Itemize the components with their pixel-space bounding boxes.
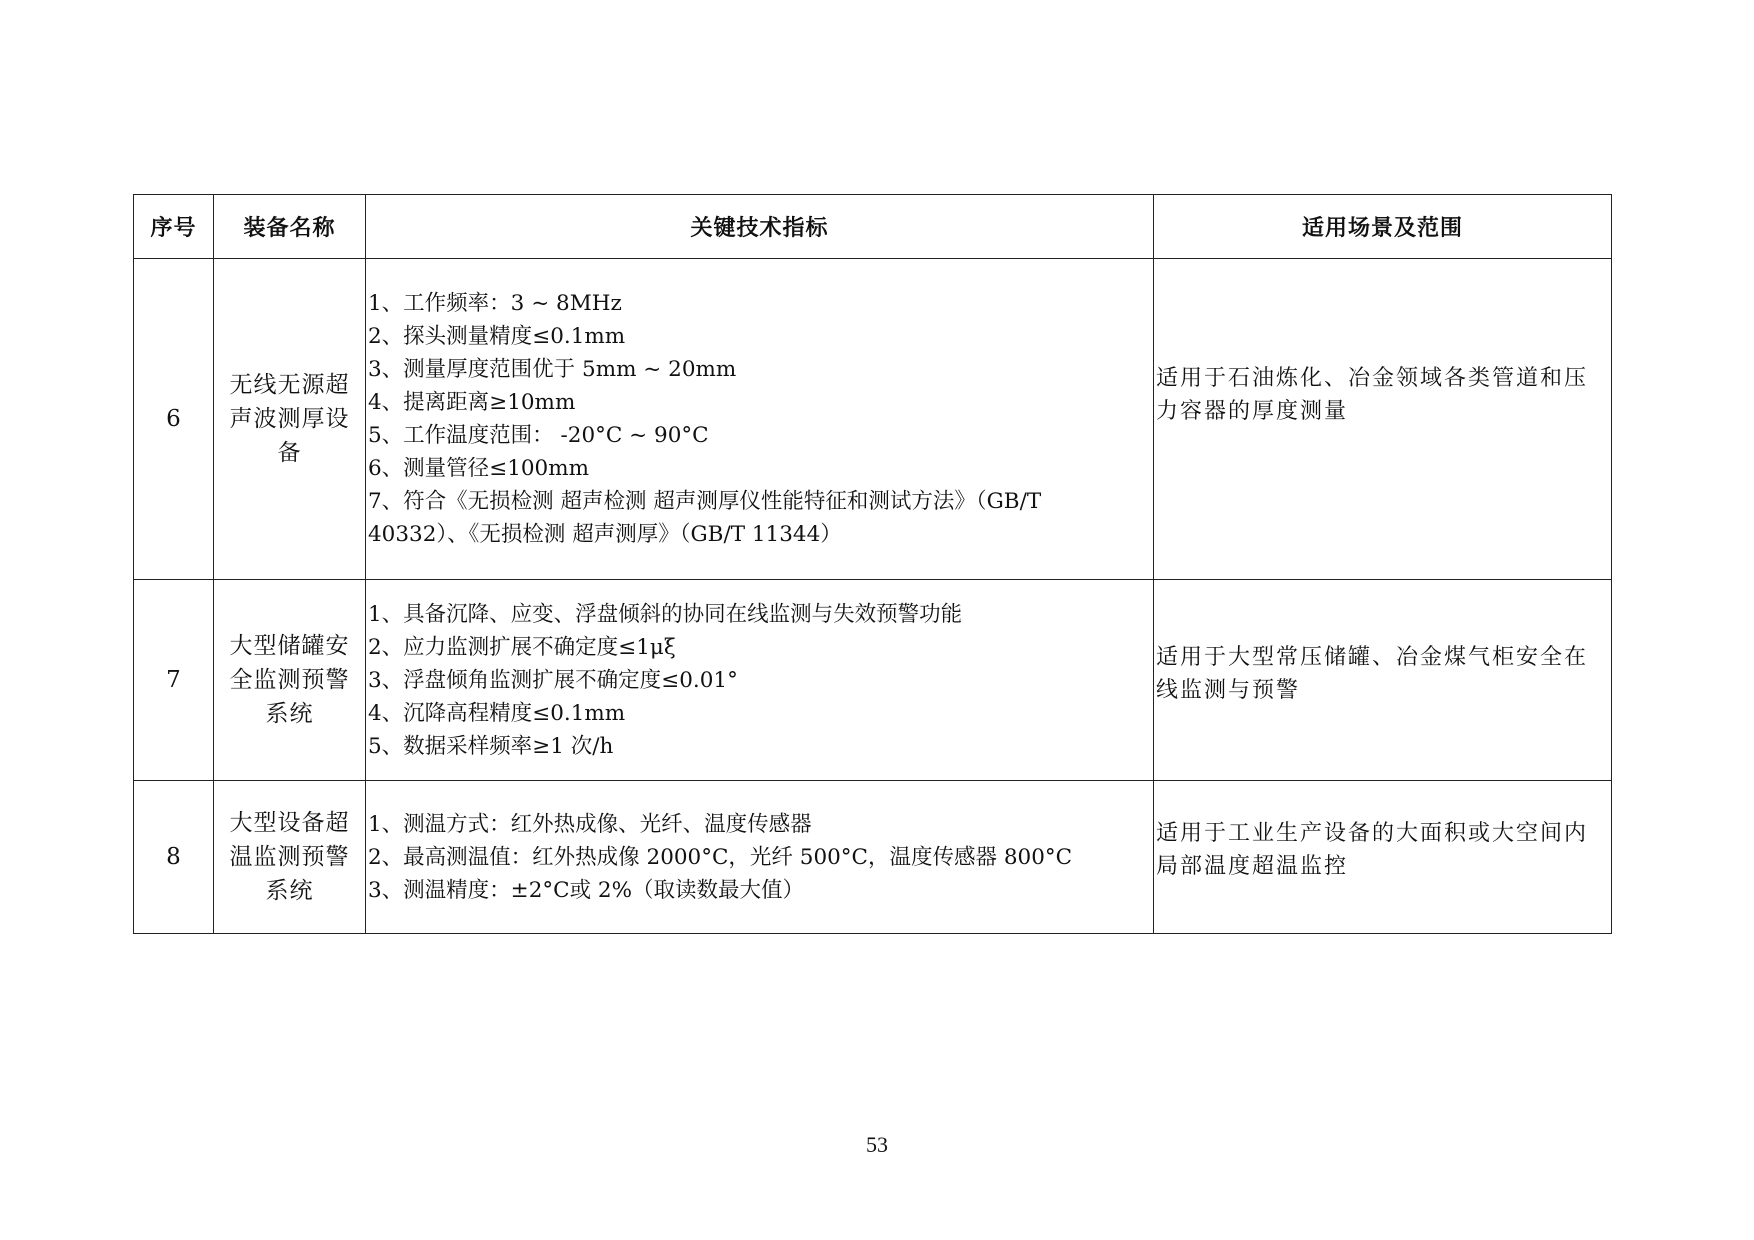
row-application-scope (1154, 580, 1612, 781)
scope-text: 适用于大型常压储罐、冶金煤气柜安全在线监测与预警 (1156, 645, 1589, 703)
header-serial-no: 序号 (134, 195, 214, 259)
spec-item: 2、最高测温值：红外热成像 2000°C，光纤 500°C，温度传感器 800°C (368, 844, 1073, 870)
page-number: 53 (866, 1132, 888, 1157)
spec-item: 3、测量厚度范围优于 5mm ~ 20mm (368, 357, 737, 382)
row-equipment-name: 大型储罐安全监测预警系统 (214, 580, 366, 781)
spec-item: 1、具备沉降、应变、浮盘倾斜的协同在线监测与失效预警功能 (368, 601, 963, 627)
table-row (134, 580, 1612, 781)
row-spec-list (366, 781, 1154, 934)
header-equipment-name: 装备名称 (214, 195, 366, 259)
row-equipment-name: 大型设备超温监测预警系统 (214, 781, 366, 934)
spec-item: 3、测温精度：±2°C或 2%（取读数最大值） (368, 877, 805, 903)
spec-item: 5、工作温度范围： -20°C ~ 90°C (368, 423, 709, 448)
spec-item: 4、提离距离≥10mm (368, 390, 576, 415)
spec-item: 1、工作频率：3 ~ 8MHz (368, 291, 622, 316)
row-spec-list (366, 580, 1154, 781)
header-application-scope: 适用场景及范围 (1154, 195, 1612, 259)
header-key-specs: 关键技术指标 (366, 195, 1154, 259)
row-equipment-name: 无线无源超声波测厚设备 (214, 259, 366, 580)
row-application-scope (1154, 781, 1612, 934)
table-row (134, 259, 1612, 580)
table-row (134, 781, 1612, 934)
spec-item: 4、沉降高程精度≤0.1mm (368, 700, 626, 726)
spec-item: 1、测温方式：红外热成像、光纤、温度传感器 (368, 811, 812, 837)
row-serial-no: 7 (134, 580, 214, 781)
spec-item: 2、探头测量精度≤0.1mm (368, 324, 626, 349)
table-header-row (134, 195, 1612, 259)
spec-item: 5、数据采样频率≥1 次/h (368, 733, 614, 759)
row-spec-list (366, 259, 1154, 580)
spec-item: 3、浮盘倾角监测扩展不确定度≤0.01° (368, 667, 738, 693)
row-serial-no: 6 (134, 259, 214, 580)
scope-text: 适用于工业生产设备的大面积或大空间内局部温度超温监控 (1156, 821, 1589, 879)
scope-text: 适用于石油炼化、冶金领域各类管道和压力容器的厚度测量 (1156, 366, 1589, 424)
row-serial-no: 8 (134, 781, 214, 934)
equipment-spec-table (133, 194, 1612, 934)
spec-item: 2、应力监测扩展不确定度≤1μξ (368, 634, 676, 660)
row-application-scope (1154, 259, 1612, 580)
spec-item: 6、测量管径≤100mm (368, 456, 590, 481)
spec-item: 40332）、《无损检测 超声测厚》（GB/T 11344） (368, 522, 842, 547)
spec-item: 7、符合《无损检测 超声检测 超声测厚仪性能特征和测试方法》（GB/T (368, 489, 1042, 514)
